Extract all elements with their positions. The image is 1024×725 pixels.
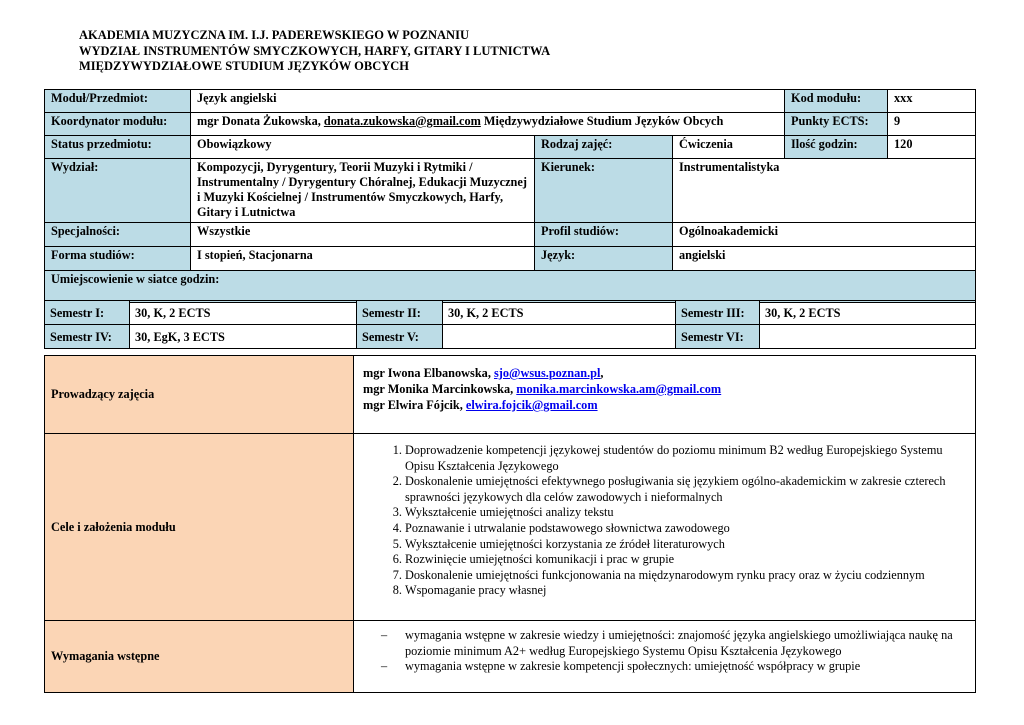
ects-value: 9 xyxy=(888,113,976,136)
tutor-2-email-link[interactable]: monika.marcinkowska.am@gmail.com xyxy=(516,382,722,396)
koordynator-label: Koordynator modułu: xyxy=(45,113,191,136)
goal-item: 2. Doskonalenie umiejętności efektywnego posługiwania się językiem ogólno-akademickim w zakresie czterech sprawności językowych dla celów zawodowych i nieformalnych xyxy=(405,474,974,505)
semester-3-value: 30, K, 2 ECTS xyxy=(760,301,976,325)
wydzial-label: Wydział: xyxy=(45,159,191,223)
cele-label: Cele i założenia modułu xyxy=(45,434,354,621)
tutor-1-email-link[interactable]: sjo@wsus.poznan.pl xyxy=(493,366,601,380)
cele-cell xyxy=(354,434,976,621)
prowadzacy-cell xyxy=(354,356,976,434)
koordynator-email-link[interactable]: donata.zukowska@gmail.com xyxy=(323,114,481,128)
goals-list xyxy=(355,443,974,599)
tutor-3 xyxy=(363,397,966,413)
profil-value: Ogólnoakademicki xyxy=(673,223,976,247)
goal-item: 3. Wykształcenie umiejętności analizy tekstu xyxy=(405,505,974,521)
document-header xyxy=(79,28,550,75)
kod-label: Kod modułu: xyxy=(785,90,888,113)
wymagania-cell xyxy=(354,621,976,693)
rodzaj-label: Rodzaj zajęć: xyxy=(535,136,673,159)
semester-1-value: 30, K, 2 ECTS xyxy=(130,301,357,325)
kierunek-value: Instrumentalistyka xyxy=(673,159,976,223)
requirements-list xyxy=(355,628,974,675)
status-value: Obowiązkowy xyxy=(191,136,535,159)
tutor-1 xyxy=(363,365,966,381)
semester-3-label: Semestr III: xyxy=(676,301,760,325)
tutor-2-name: mgr Monika Marcinkowska, xyxy=(363,382,517,396)
jezyk-label: Język: xyxy=(535,247,673,271)
semester-6-value xyxy=(760,325,976,349)
tutor-3-name: mgr Elwira Fójcik, xyxy=(363,398,466,412)
semester-2-label: Semestr II: xyxy=(357,301,443,325)
semesters-table xyxy=(44,300,976,349)
goal-item: 4. Poznawanie i utrwalanie podstawowego słownictwa zawodowego xyxy=(405,521,974,537)
semester-5-label: Semestr V: xyxy=(357,325,443,349)
goal-item: 5. Wykształcenie umiejętności korzystania ze źródeł literaturowych xyxy=(405,537,974,553)
tutor-1-suffix: , xyxy=(600,366,604,380)
tutor-1-name: mgr Iwona Elbanowska, xyxy=(363,366,494,380)
koordynator-value xyxy=(191,113,785,136)
module-details-table xyxy=(44,355,976,693)
semester-4-value: 30, EgK, 3 ECTS xyxy=(130,325,357,349)
rodzaj-value: Ćwiczenia xyxy=(673,136,785,159)
requirement-item: – wymagania wstępne w zakresie kompetencji społecznych: umiejętność współpracy w grupie xyxy=(405,659,974,675)
prowadzacy-label: Prowadzący zajęcia xyxy=(45,356,354,434)
jezyk-value: angielski xyxy=(673,247,976,271)
forma-label: Forma studiów: xyxy=(45,247,191,271)
goal-item: 6. Rozwinięcie umiejętności komunikacji i prac w grupie xyxy=(405,552,974,568)
koordynator-unit: Międzywydziałowe Studium Języków Obcych xyxy=(480,114,724,128)
semester-2-value: 30, K, 2 ECTS xyxy=(443,301,676,325)
goal-item: 8. Wspomaganie pracy własnej xyxy=(405,583,974,599)
requirement-item: – wymagania wstępne w zakresie wiedzy i umiejętności: znajomość języka angielskiego umożliwiająca naukę na poziomie minimum A2+ według Europejskiego Systemu Opisu Kształcenia Językowego xyxy=(405,628,974,659)
specjalnosci-value: Wszystkie xyxy=(191,223,535,247)
godzin-value: 120 xyxy=(888,136,976,159)
umiejscowienie-label: Umiejscowienie w siatce godzin: xyxy=(45,271,976,303)
semester-5-value xyxy=(443,325,676,349)
goal-item: 1. Doprowadzenie kompetencji językowej studentów do poziomu minimum B2 według Europejskiego Systemu Opisu Kształcenia Językowego xyxy=(405,443,974,474)
profil-label: Profil studiów: xyxy=(535,223,673,247)
forma-value: I stopień, Stacjonarna xyxy=(191,247,535,271)
header-faculty: WYDZIAŁ INSTRUMENTÓW SMYCZKOWYCH, HARFY, GITARY I LUTNICTWA xyxy=(79,43,551,58)
goal-item: 7. Doskonalenie umiejętności funkcjonowania na międzynarodowym rynku pracy oraz w życiu codziennym xyxy=(405,568,974,584)
status-label: Status przedmiotu: xyxy=(45,136,191,159)
kod-value: xxx xyxy=(888,90,976,113)
semester-1-label: Semestr I: xyxy=(45,301,130,325)
header-academy: AKADEMIA MUZYCZNA IM. I.J. PADEREWSKIEGO W POZNANIU xyxy=(79,28,469,42)
header-studium: MIĘDZYWYDZIAŁOWE STUDIUM JĘZYKÓW OBCYCH xyxy=(79,59,410,73)
wydzial-value: Kompozycji, Dyrygentury, Teorii Muzyki i Rytmiki / Instrumentalny / Dyrygentury Chóralnej, Edukacji Muzycznej i Muzyki Kościelnej / Instrumentów Smyczkowych, Harfy, Gitary i Lutnictwa xyxy=(191,159,535,223)
module-info-table xyxy=(44,89,976,303)
semester-4-label: Semestr IV: xyxy=(45,325,130,349)
semester-6-label: Semestr VI: xyxy=(676,325,760,349)
modul-value: Język angielski xyxy=(191,90,785,113)
tutor-2 xyxy=(363,381,966,397)
specjalnosci-label: Specjalności: xyxy=(45,223,191,247)
tutor-3-email-link[interactable]: elwira.fojcik@gmail.com xyxy=(465,398,598,412)
godzin-label: Ilość godzin: xyxy=(785,136,888,159)
wymagania-label: Wymagania wstępne xyxy=(45,621,354,693)
koordynator-name: mgr Donata Żukowska, xyxy=(197,114,324,128)
modul-label: Moduł/Przedmiot: xyxy=(45,90,191,113)
ects-label: Punkty ECTS: xyxy=(785,113,888,136)
kierunek-label: Kierunek: xyxy=(535,159,673,223)
